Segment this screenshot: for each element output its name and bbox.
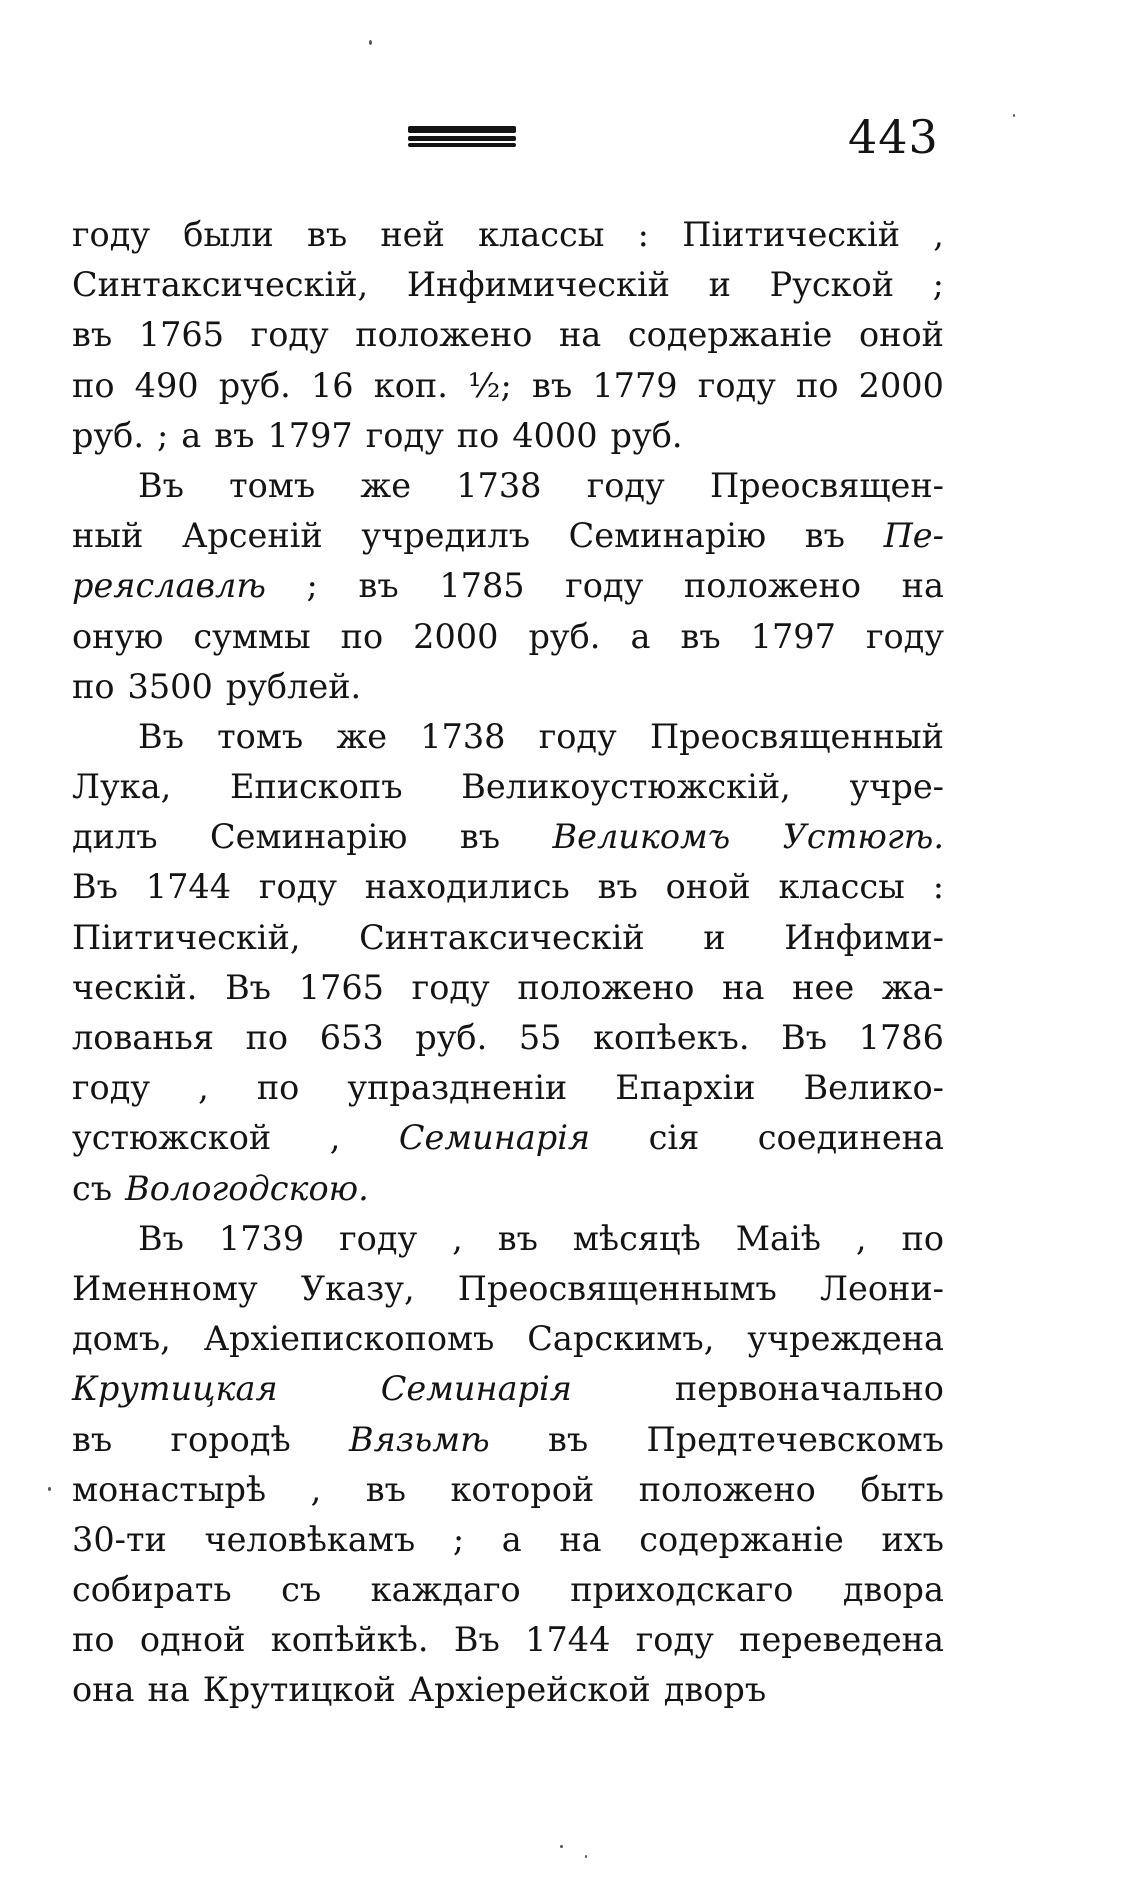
text-line: домъ, Архіепископомъ Сарскимъ, учреждена [72, 1319, 944, 1359]
body-text [72, 210, 944, 1716]
text-line: въ городѣ Вязьмѣ въ Предтечевскомъ [72, 1419, 944, 1459]
text-line: Именному Указу, Преосвященнымъ Леони- [72, 1268, 944, 1308]
text-line: ческій. Въ 1765 году положено на нее жа- [72, 967, 944, 1007]
text-line: собирать съ каждаго приходскаго двора [72, 1570, 944, 1610]
text-line: монастырѣ , въ которой положено быть [72, 1469, 944, 1509]
text-line: реяславлѣ ; въ 1785 году положено на [72, 566, 944, 606]
text-line: Въ 1744 году находились въ оной классы : [72, 867, 944, 907]
text-line: Въ томъ же 1738 году Преосвященный [138, 716, 944, 756]
print-speck [560, 1845, 563, 1848]
text-line: она на Крутицкой Архіерейской дворъ [72, 1670, 767, 1710]
print-speck [1013, 114, 1015, 117]
text-line: въ 1765 году положено на содержаніе оной [72, 315, 944, 355]
text-line: устюжской , Семинарія сія соединена [72, 1118, 944, 1158]
text-line: 30-ти человѣкамъ ; а на содержаніе ихъ [72, 1519, 944, 1559]
text-line: Лука, Епископъ Великоустюжскій, учре- [72, 767, 944, 807]
text-line: ный Арсеній учредилъ Семинарію въ Пе- [72, 516, 944, 556]
text-line: руб. ; а въ 1797 году по 4000 руб. [72, 415, 683, 455]
text-line: лованья по 653 руб. 55 копѣекъ. Въ 1786 [72, 1018, 944, 1057]
text-line: Піитическій, Синтаксическій и Инфими- [72, 917, 944, 957]
text-line: по одной копѣйкѣ. Въ 1744 году переведена [72, 1620, 944, 1660]
header-rule-ornament [408, 126, 516, 148]
text-line: оную суммы по 2000 руб. а въ 1797 году [72, 616, 944, 656]
text-line: Крутицкая Семинарія первоначально [72, 1369, 944, 1409]
text-line: по 490 руб. 16 коп. ½; въ 1779 году по 2000 [72, 365, 944, 405]
paragraph [72, 461, 944, 712]
paragraph [72, 1214, 944, 1716]
text-line: дилъ Семинарію въ Великомъ Устюгѣ. [72, 817, 944, 857]
text-line: Синтаксическій, Инфимическій и Руской ; [72, 265, 944, 305]
print-speck [585, 1855, 587, 1858]
text-line: Въ томъ же 1738 году Преосвящен- [138, 465, 944, 505]
text-line: съ Вологодскою. [72, 1168, 369, 1208]
page-number: 443 [848, 110, 939, 164]
text-line: по 3500 рублей. [72, 666, 362, 706]
print-speck [48, 1487, 51, 1491]
text-line: году , по упраздненіи Епархіи Велико- [72, 1068, 944, 1108]
paragraph [72, 712, 944, 1214]
print-speck [369, 40, 372, 45]
text-line: году были въ ней классы : Піитическій , [72, 215, 944, 254]
paragraph [72, 210, 944, 461]
text-line: Въ 1739 году , въ мѣсяцѣ Маіѣ , по [138, 1218, 944, 1258]
